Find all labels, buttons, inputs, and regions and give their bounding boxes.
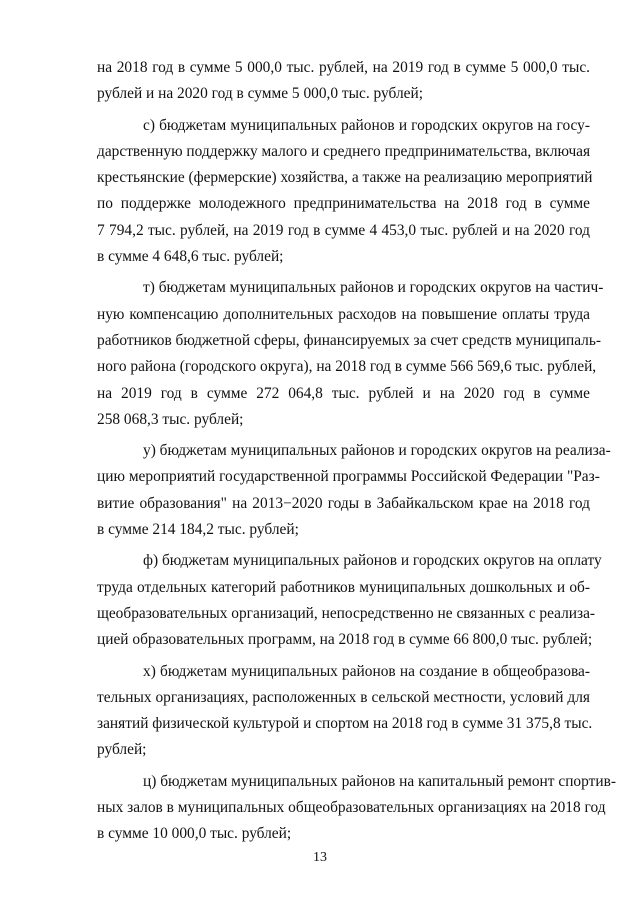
body-text xyxy=(97,55,616,848)
text-line: по поддержке молодежного предпринимательства на 2018 год в сумме xyxy=(97,195,590,213)
text-line: дарственную поддержку малого и среднего предпринимательства, включая xyxy=(97,142,591,160)
text-line: рублей и на 2020 год в сумме 5 000,0 тыс. рублей; xyxy=(97,85,423,103)
text-line: в сумме 4 648,6 тыс. рублей; xyxy=(97,248,284,266)
paragraph-item-kh xyxy=(97,659,593,764)
text-line: щеобразовательных организаций, непосредственно не связанных с реализа- xyxy=(97,604,596,622)
text-line: работников бюджетной сферы, финансируемых за счет средств муниципаль- xyxy=(97,331,601,349)
text-line: труда отдельных категорий работников муниципальных дошкольных и об- xyxy=(97,578,590,596)
text-line: 258 068,3 тыс. рублей; xyxy=(97,410,244,428)
text-line: занятий физической культурой и спортом на 2018 год в сумме 31 375,8 тыс. xyxy=(97,715,593,733)
text-line: ного района (городского округа), на 2018 год в сумме 566 569,6 тыс. рублей, xyxy=(97,358,597,376)
paragraph-item-t xyxy=(97,275,604,433)
text-line: рублей; xyxy=(97,741,147,759)
text-line: ф) бюджетам муниципальных районов и городских округов на оплату xyxy=(143,552,602,570)
text-line: с) бюджетам муниципальных районов и городских округов на госу- xyxy=(143,116,590,134)
paragraph-item-f xyxy=(97,548,602,653)
text-line: на 2018 год в сумме 5 000,0 тыс. рублей, на 2019 год в сумме 5 000,0 тыс. xyxy=(97,59,590,76)
text-line: у) бюджетам муниципальных районов и городских округов на реализа- xyxy=(143,442,611,460)
text-line: ную компенсацию дополнительных расходов на повышение оплаты труда xyxy=(97,305,590,323)
text-line: на 2019 год в сумме 272 064,8 тыс. рублей и на 2020 год в сумме xyxy=(97,384,590,402)
paragraph-item-u xyxy=(97,438,611,543)
paragraph-item-ts xyxy=(97,769,616,848)
text-line: крестьянские (фермерские) хозяйства, а также на реализацию мероприятий xyxy=(97,169,593,187)
text-line: в сумме 214 184,2 тыс. рублей; xyxy=(97,521,299,539)
text-line: х) бюджетам муниципальных районов на создание в общеобразова- xyxy=(143,662,590,680)
text-line: цию мероприятий государственной программы Российской Федерации "Раз- xyxy=(97,468,600,486)
text-line: 7 794,2 тыс. рублей, на 2019 год в сумме 4 453,0 тыс. рублей и на 2020 год xyxy=(97,221,590,239)
text-line: цией образовательных программ, на 2018 год в сумме 66 800,0 тыс. рублей; xyxy=(97,631,593,649)
text-line: в сумме 10 000,0 тыс. рублей; xyxy=(97,825,292,843)
paragraph-item-s xyxy=(97,113,593,271)
text-line: ных залов в муниципальных общеобразовательных организациях на 2018 год xyxy=(97,799,606,817)
page-number: 13 xyxy=(313,850,327,865)
text-line: тельных организациях, расположенных в сельской местности, условий для xyxy=(97,688,590,706)
text-line: ц) бюджетам муниципальных районов на капитальный ремонт спортив- xyxy=(143,772,616,790)
paragraph-continuation xyxy=(97,55,590,108)
text-line: витие образования" на 2013−2020 годы в Забайкальском крае на 2018 год xyxy=(97,494,590,512)
text-line: т) бюджетам муниципальных районов и городских округов на частич- xyxy=(143,279,604,297)
